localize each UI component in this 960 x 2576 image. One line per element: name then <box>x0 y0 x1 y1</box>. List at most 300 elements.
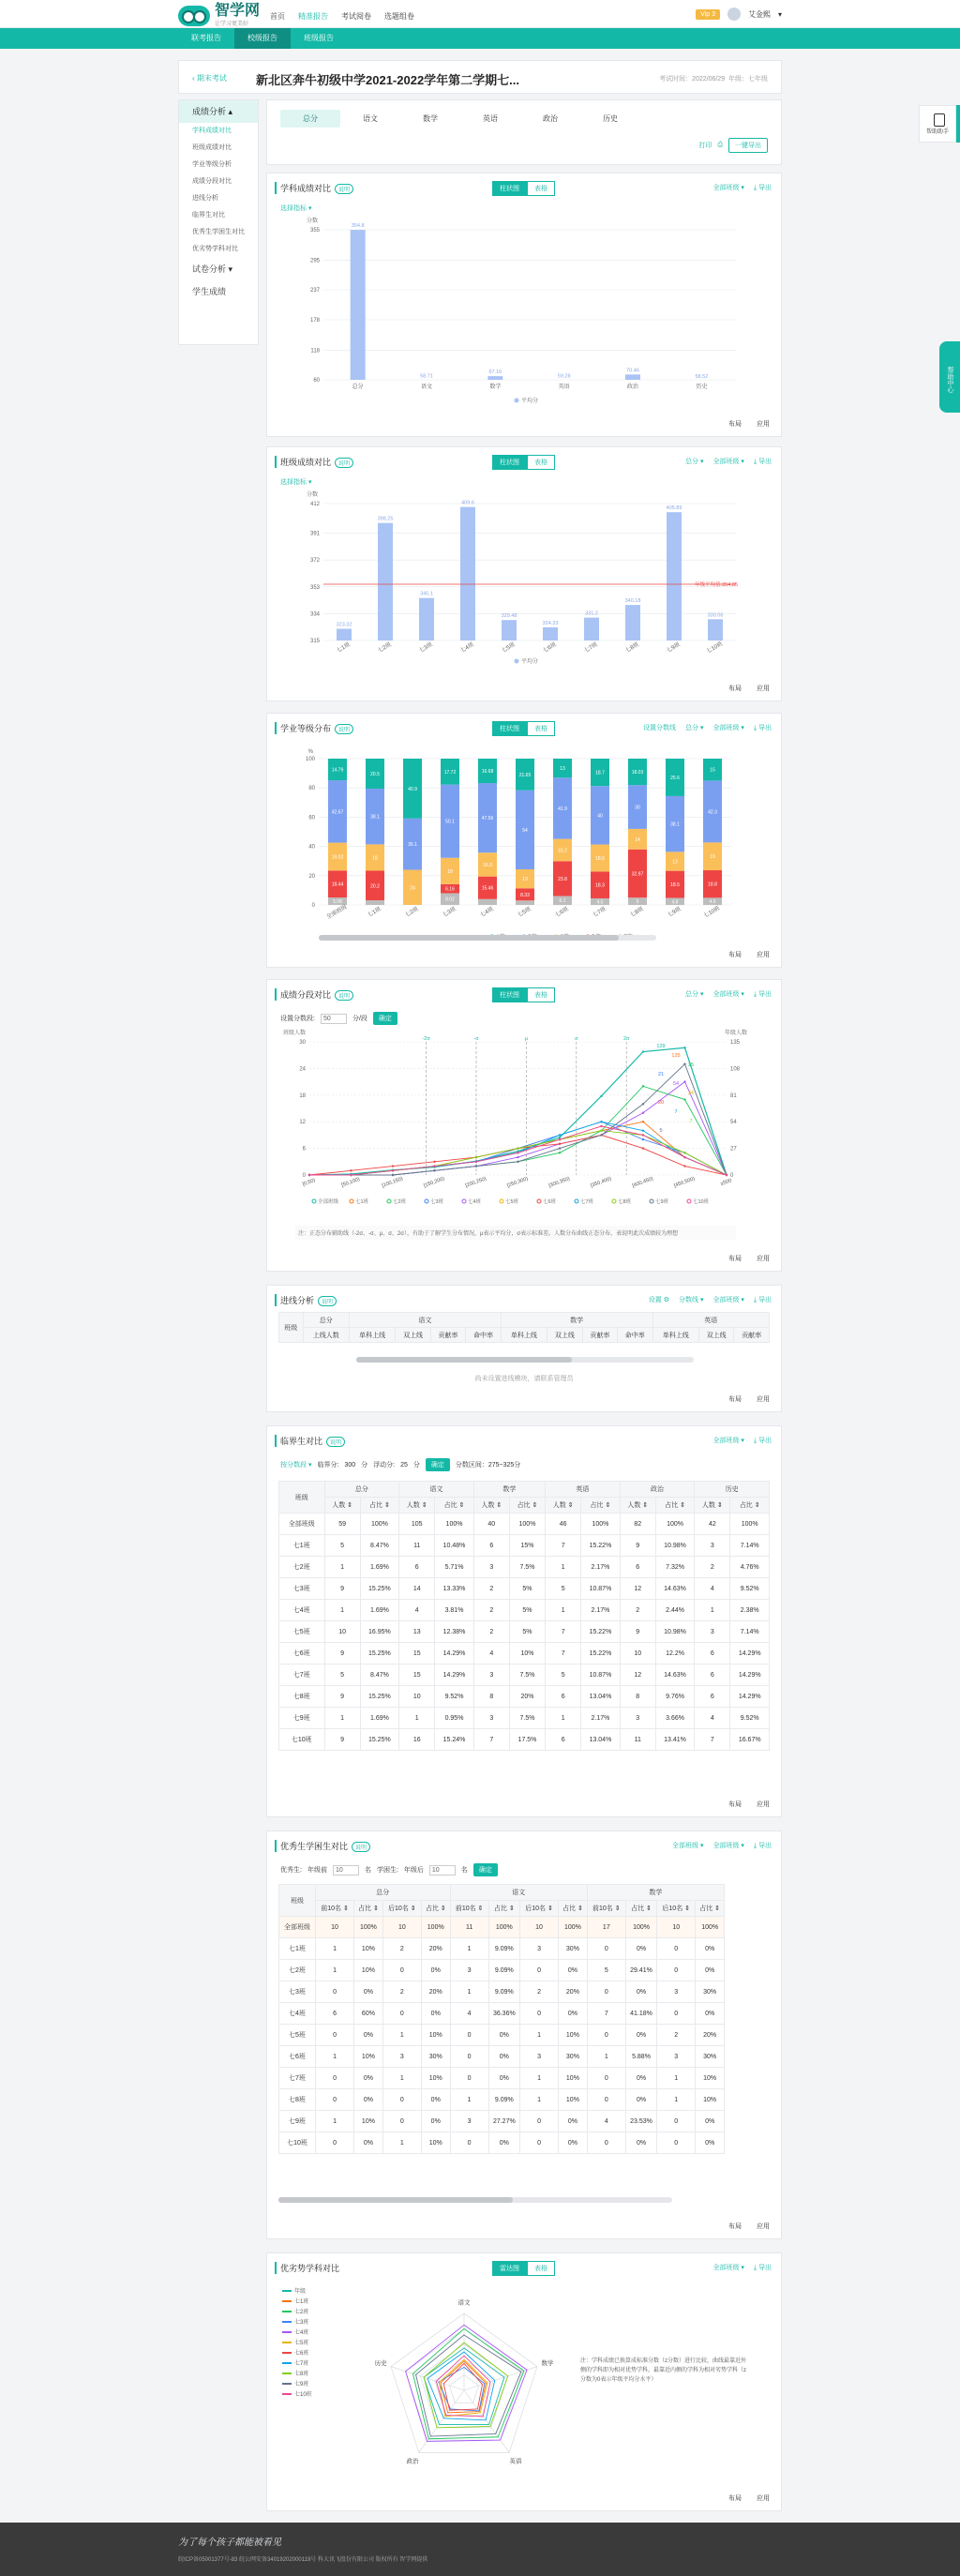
legend-marker <box>687 1199 691 1203</box>
table-row <box>279 2111 725 2132</box>
y-tick-label: 315 <box>309 639 320 644</box>
subject-select[interactable]: 总分 ▾ <box>685 725 704 731</box>
y-tick-label: 80 <box>308 786 315 792</box>
sidebar-item[interactable]: 优秀生学困生对比 <box>192 229 245 235</box>
legend-marker <box>282 2311 292 2312</box>
note-badge[interactable]: 说明 <box>352 1842 370 1852</box>
confirm-button[interactable]: 确定 <box>426 1458 450 1471</box>
table-cell: 5 <box>324 1535 360 1557</box>
tab-subject[interactable]: 数学 <box>423 114 438 123</box>
data-point <box>517 1161 518 1163</box>
note-badge[interactable]: 说明 <box>335 458 353 468</box>
tab-subject[interactable]: 政治 <box>543 114 558 123</box>
radar-view-button[interactable]: 雷达图 <box>492 2261 527 2276</box>
layout-button[interactable]: 布局 <box>728 2495 742 2502</box>
table-row <box>279 2132 725 2154</box>
data-point <box>433 1161 435 1163</box>
radar-axis-label: 英语 <box>509 2458 522 2465</box>
segment-data-label: 25.6 <box>670 775 680 781</box>
note-badge[interactable]: 说明 <box>335 724 353 734</box>
header-col[interactable]: 上线人数 <box>303 1328 349 1343</box>
header-col[interactable]: 人数 ⇕ <box>546 1498 581 1514</box>
segment-data-label: 18.44 <box>331 881 344 888</box>
header-col[interactable]: 占比 ⇕ <box>655 1498 694 1514</box>
table-scrollbar[interactable] <box>278 2197 672 2203</box>
x-tick-label: [450,500) <box>673 1176 697 1189</box>
table-cell: 7.5% <box>509 1557 545 1578</box>
help-assistant-button[interactable]: 帮助助手 <box>919 105 956 143</box>
setting-button[interactable] <box>649 1295 669 1304</box>
class-select-label: 全部班级 <box>712 2265 740 2271</box>
table-row <box>279 1578 770 1600</box>
legend-item[interactable] <box>282 2287 312 2297</box>
table-cell: 1 <box>546 1557 581 1578</box>
table-row <box>279 2046 725 2068</box>
print-button[interactable]: 打印 <box>698 143 712 149</box>
table-cell: 2 <box>695 1557 730 1578</box>
table-cell: 9 <box>324 1643 360 1665</box>
table-cell: 七8班 <box>279 2089 316 2111</box>
class-select[interactable]: 全部班级 ▾ <box>712 725 744 731</box>
header-col[interactable]: 前10名 ⇕ <box>587 1901 625 1917</box>
data-point <box>559 1147 561 1149</box>
export-button[interactable] <box>754 1841 772 1850</box>
subject-select[interactable]: 总分 ▾ <box>685 459 704 465</box>
header-col[interactable]: 单科上线 <box>349 1328 395 1343</box>
excellent-mode[interactable]: 年级前 <box>307 1867 327 1874</box>
legend-label: 七8班 <box>294 2372 309 2377</box>
section-actions <box>649 1295 772 1304</box>
header-col[interactable]: 双上线 <box>548 1328 582 1343</box>
sidebar-item[interactable]: 进线分析 <box>192 195 218 202</box>
critical-value[interactable]: 300 <box>344 1461 356 1469</box>
table-cell: 0% <box>559 2111 588 2132</box>
header-class: 班级 <box>279 1313 304 1343</box>
header-col[interactable]: 占比 ⇕ <box>360 1498 398 1514</box>
tab-subject[interactable]: 总分 <box>280 110 340 128</box>
download-icon: ⤓ <box>753 459 758 465</box>
table-cell: 2.38% <box>730 1600 770 1621</box>
scroll-thumb[interactable] <box>278 2197 513 2203</box>
excellent-poor-section <box>266 1830 782 2239</box>
table-cell: 6 <box>546 1729 581 1751</box>
x-tick-label: 政治 <box>626 384 639 390</box>
point-data-label: 7 <box>689 1119 693 1124</box>
header-col[interactable]: 贡献率 <box>430 1328 465 1343</box>
table-view-button[interactable]: 表格 <box>527 455 555 470</box>
data-point <box>350 1174 352 1176</box>
export-button[interactable] <box>754 1295 772 1304</box>
scroll-thumb[interactable] <box>319 935 619 941</box>
header-col[interactable]: 占比 ⇕ <box>421 1901 450 1917</box>
table-cell: 1 <box>382 2132 421 2154</box>
table-cell: 1 <box>546 1708 581 1729</box>
segment-data-label: 16.3 <box>483 862 492 868</box>
bar-data-label: 330.06 <box>707 612 724 619</box>
table-cell: 0 <box>315 1981 353 2003</box>
sidebar-item[interactable]: 优劣势学科对比 <box>192 246 238 252</box>
table-cell: 0% <box>696 2111 725 2132</box>
table-cell: 14.63% <box>655 1665 694 1686</box>
metric-select[interactable]: 选择指标 ▾ <box>280 479 312 486</box>
data-point <box>642 1050 644 1052</box>
header-col[interactable]: 单科上线 <box>501 1328 547 1343</box>
sigma-label: μ <box>524 1036 528 1042</box>
header-col[interactable]: 前10名 ⇕ <box>315 1901 353 1917</box>
layout-button[interactable]: 布局 <box>728 1801 742 1808</box>
legend-marker <box>462 1199 466 1203</box>
apply-button[interactable]: 应用 <box>757 2495 770 2502</box>
table-cell: 30% <box>421 2046 450 2068</box>
printer-icon[interactable]: ⎙ <box>717 142 723 148</box>
table-view-button[interactable]: 表格 <box>527 2261 555 2276</box>
layout-button[interactable]: 布局 <box>728 421 742 428</box>
menu-marking[interactable]: 考试阅卷 <box>341 12 371 21</box>
section-footer <box>728 419 770 429</box>
chart-scrollbar[interactable] <box>319 935 656 941</box>
legend-item[interactable] <box>282 2380 312 2390</box>
data-point <box>642 1134 644 1136</box>
class-select[interactable]: 全部班级 ▾ <box>712 459 744 465</box>
export-all-button[interactable]: 一键导出 <box>728 138 768 153</box>
data-point <box>600 1125 602 1127</box>
table-cell: 1 <box>450 2089 488 2111</box>
poor-unit: 名 <box>460 1867 468 1874</box>
layout-button[interactable]: 布局 <box>728 1256 742 1262</box>
header-group: 英语 <box>546 1482 621 1498</box>
header-col[interactable]: 占比 ⇕ <box>509 1498 545 1514</box>
table-cell: 30% <box>559 1938 588 1960</box>
header-class: 班级 <box>279 1482 325 1514</box>
table-row <box>279 2089 725 2111</box>
data-point <box>559 1134 561 1136</box>
export-button[interactable] <box>754 723 772 732</box>
bar-data-label: 59.28 <box>557 373 571 380</box>
mode-select[interactable]: 按分数段 ▾ <box>280 1462 312 1469</box>
bar <box>488 376 502 380</box>
legend-item[interactable] <box>282 2339 312 2349</box>
apply-button[interactable]: 应用 <box>757 1801 770 1808</box>
owl-logo-icon <box>178 6 210 26</box>
header-group: 英语 <box>652 1313 769 1328</box>
mode-select-label: 按分数段 <box>280 1462 307 1469</box>
legend-marker <box>282 2393 292 2395</box>
legend-label: 七2班 <box>393 1199 407 1205</box>
apply-button[interactable]: 应用 <box>757 2223 770 2230</box>
header-col[interactable]: 占比 ⇕ <box>488 1901 519 1917</box>
export-button[interactable] <box>754 2263 772 2272</box>
segment-data-label: 18.03 <box>631 770 644 776</box>
set-score-line[interactable]: 设置分数线 <box>643 725 676 731</box>
excellent-controls <box>280 1863 498 1876</box>
table-cell: 3 <box>695 1535 730 1557</box>
bar-view-button[interactable]: 柱状图 <box>492 181 527 196</box>
excellent-label: 优秀生: <box>280 1867 302 1874</box>
header-col[interactable]: 占比 ⇕ <box>730 1498 770 1514</box>
section-title <box>275 1294 337 1306</box>
table-view-button[interactable]: 表格 <box>527 987 555 1002</box>
data-point <box>475 1156 477 1158</box>
confirm-button[interactable]: 确定 <box>473 1863 498 1876</box>
table-cell: 0% <box>488 2068 519 2089</box>
section-title-text: 学科成绩对比 <box>280 184 332 193</box>
back-button[interactable] <box>192 73 227 83</box>
table-cell: 0 <box>519 1960 558 1981</box>
header-col[interactable]: 贡献率 <box>582 1328 617 1343</box>
header-col[interactable]: 前10名 ⇕ <box>450 1901 488 1917</box>
vip-badge[interactable]: Vip 3 <box>696 9 720 20</box>
user-name[interactable]: 艾金熙 <box>747 9 771 19</box>
menu-home[interactable]: 首页 <box>270 12 285 21</box>
legend-item[interactable] <box>282 2390 312 2401</box>
note-badge[interactable]: 说明 <box>326 1437 345 1447</box>
legend-item[interactable] <box>282 2297 312 2308</box>
menu-paper[interactable]: 选题组卷 <box>384 12 414 21</box>
header-col[interactable]: 后10名 ⇕ <box>657 1901 696 1917</box>
table-cell: 7.5% <box>509 1708 545 1729</box>
excellent-table <box>278 1884 725 2154</box>
line-select[interactable]: 分数线 ▾ <box>679 1297 704 1303</box>
header-col[interactable]: 占比 ⇕ <box>559 1901 588 1917</box>
legend-marker <box>500 1199 503 1203</box>
subnav-class[interactable]: 班级报告 <box>304 34 334 42</box>
header-col[interactable]: 后10名 ⇕ <box>382 1901 421 1917</box>
section-title-text: 班级成绩对比 <box>280 458 332 467</box>
class-select[interactable]: 全部班级 ▾ <box>712 2265 744 2271</box>
header-col[interactable]: 双上线 <box>698 1328 733 1343</box>
bar-data-label: 67.16 <box>488 369 502 376</box>
section-title-text: 学业等级分布 <box>280 724 332 733</box>
table-cell: 1 <box>315 2046 353 2068</box>
apply-button[interactable]: 应用 <box>757 421 770 428</box>
layout-button[interactable]: 布局 <box>728 952 742 958</box>
header-col[interactable]: 占比 ⇕ <box>625 1901 656 1917</box>
line-table <box>278 1312 770 1343</box>
chevron-down-icon: ▾ <box>228 264 233 274</box>
x-tick-label: 七2班 <box>377 641 393 655</box>
table-cell: 七5班 <box>279 1621 325 1643</box>
table-cell: 15% <box>509 1535 545 1557</box>
header-col[interactable]: 占比 ⇕ <box>696 1901 725 1917</box>
class-select[interactable]: 全部班级 ▾ <box>712 1297 744 1303</box>
table-cell: 15.25% <box>360 1643 398 1665</box>
data-point <box>517 1152 518 1153</box>
table-scrollbar[interactable] <box>356 1357 694 1363</box>
table-cell: 1 <box>450 1938 488 1960</box>
segment-data-label: 24 <box>410 885 415 892</box>
scroll-thumb[interactable] <box>356 1357 572 1363</box>
header-col[interactable]: 人数 ⇕ <box>695 1498 730 1514</box>
header-col[interactable]: 单科上线 <box>652 1328 698 1343</box>
header-col[interactable]: 人数 ⇕ <box>620 1498 655 1514</box>
header-col[interactable]: 贡献率 <box>734 1328 770 1343</box>
export-button[interactable] <box>754 457 772 466</box>
chevron-down-icon[interactable]: ▾ <box>777 9 782 19</box>
sidebar-item[interactable]: 成绩分段对比 <box>192 178 232 185</box>
legend-item[interactable] <box>282 2328 312 2339</box>
excellent-input[interactable]: 10 <box>333 1865 359 1876</box>
empty-message: 尚未设置进线模块，请联系管理员 <box>474 1376 574 1382</box>
header-col[interactable]: 命中率 <box>618 1328 652 1343</box>
logo[interactable] <box>178 4 260 27</box>
table-cell: 0% <box>696 2132 725 2154</box>
table-cell: 七6班 <box>279 1643 325 1665</box>
bar-data-label: 58.52 <box>695 373 709 380</box>
y-tick-label: 372 <box>309 558 320 565</box>
header-col[interactable]: 占比 ⇕ <box>354 1901 383 1917</box>
section-actions <box>712 1436 772 1445</box>
table-cell: 1 <box>315 1938 353 1960</box>
table-cell: 17 <box>587 1917 625 1938</box>
export-button[interactable] <box>754 183 772 192</box>
step-input[interactable]: 50 <box>321 1014 347 1024</box>
table-cell: 10% <box>559 2089 588 2111</box>
legend-item[interactable] <box>282 2308 312 2318</box>
table-cell: 13.33% <box>435 1578 473 1600</box>
table-cell: 20% <box>696 2025 725 2046</box>
class-select[interactable]: 全部班级 ▾ <box>712 1438 744 1444</box>
x-tick-label: 七8班 <box>629 906 645 919</box>
sidebar-item[interactable]: 班级成绩对比 <box>192 144 232 151</box>
export-button[interactable] <box>754 1436 772 1445</box>
bar-data-label: 323.32 <box>336 622 352 628</box>
header-group: 历史 <box>695 1482 770 1498</box>
table-cell: 10% <box>354 2111 383 2132</box>
confirm-button[interactable]: 确定 <box>373 1012 398 1025</box>
bar-data-label: 405.89 <box>666 505 682 512</box>
data-point <box>642 1085 644 1087</box>
table-cell: 10% <box>354 1960 383 1981</box>
subnav-school[interactable]: 校级报告 <box>234 28 291 49</box>
metric-select[interactable]: 选择指标 ▾ <box>280 205 312 212</box>
apply-button[interactable]: 应用 <box>757 1256 770 1262</box>
export-button[interactable] <box>754 989 772 999</box>
table-cell: 0 <box>315 2068 353 2089</box>
table-cell: 0 <box>519 2111 558 2132</box>
table-cell: 0 <box>450 2132 488 2154</box>
table-view-button[interactable]: 表格 <box>527 721 555 736</box>
section-title-text: 优秀生学困生对比 <box>280 1842 349 1851</box>
table-cell: 3 <box>519 2046 558 2068</box>
table-cell: 0% <box>354 2025 383 2046</box>
sidebar-group-paper[interactable] <box>179 258 258 280</box>
layout-button[interactable]: 布局 <box>728 685 742 692</box>
header-col[interactable]: 后10名 ⇕ <box>519 1901 558 1917</box>
table-cell: 3 <box>473 1708 509 1729</box>
subject-select[interactable]: 全部班级 ▾ <box>672 1843 704 1849</box>
feedback-button[interactable]: 帮助中心 <box>939 341 960 413</box>
table-cell: 3 <box>382 2046 421 2068</box>
x-tick-label: 七9班 <box>667 906 682 919</box>
table-view-button[interactable]: 表格 <box>527 181 555 196</box>
step-unit: 分/段 <box>352 1016 368 1022</box>
tab-subject[interactable]: 语文 <box>363 114 378 123</box>
note-badge[interactable]: 说明 <box>335 184 353 194</box>
table-cell: 10 <box>399 1686 435 1708</box>
data-point <box>683 1152 685 1153</box>
poor-label: 学困生: <box>376 1867 398 1874</box>
layout-button[interactable]: 布局 <box>728 1396 742 1403</box>
subject-bar-chart <box>267 215 783 412</box>
apply-button[interactable]: 应用 <box>757 952 770 958</box>
table-cell: 3 <box>450 2111 488 2132</box>
apply-button[interactable]: 应用 <box>757 685 770 692</box>
tab-subject[interactable]: 英语 <box>483 114 498 123</box>
class-select[interactable]: 全部班级 ▾ <box>712 185 744 191</box>
note-badge[interactable]: 说明 <box>335 990 353 1001</box>
segment-data-label: 42.3 <box>708 809 717 816</box>
float-value[interactable]: 25 <box>400 1461 408 1469</box>
layout-button[interactable]: 布局 <box>728 2223 742 2230</box>
menu-reports[interactable]: 精准报告 <box>298 12 328 21</box>
header-col[interactable]: 占比 ⇕ <box>581 1498 620 1514</box>
legend-item[interactable] <box>282 2370 312 2380</box>
critical-unit: 分 <box>361 1462 368 1469</box>
header-col[interactable]: 双上线 <box>396 1328 430 1343</box>
sidebar-item[interactable]: 临界生对比 <box>192 212 225 218</box>
legend-label: 七4班 <box>294 2330 309 2336</box>
table-cell: 5 <box>324 1665 360 1686</box>
header-col[interactable]: 占比 ⇕ <box>435 1498 473 1514</box>
bar-view-button[interactable]: 柱状图 <box>492 455 527 470</box>
header-col[interactable]: 人数 ⇕ <box>324 1498 360 1514</box>
sidebar-item[interactable]: 学科成绩对比 <box>192 128 232 134</box>
class-select[interactable]: 全部班级 ▾ <box>712 991 744 998</box>
exam-meta <box>659 74 768 83</box>
table-row <box>279 2068 725 2089</box>
segment-data-label: 20.2 <box>370 883 380 890</box>
data-point <box>308 1174 310 1176</box>
x-tick-label: 七3班 <box>418 641 434 655</box>
table-cell: 17.5% <box>509 1729 545 1751</box>
legend-item[interactable] <box>282 2318 312 2328</box>
subject-select-label: 全部班级 <box>672 1843 698 1849</box>
class-select[interactable]: 全部班级 ▾ <box>712 1843 744 1849</box>
range-text: 分数区间：275~325分 <box>455 1462 521 1469</box>
table-cell: 0 <box>382 2003 421 2025</box>
header-col[interactable]: 人数 ⇕ <box>399 1498 435 1514</box>
table-cell: 7 <box>473 1729 509 1751</box>
legend-item[interactable] <box>282 2349 312 2359</box>
data-point <box>683 1165 685 1167</box>
legend-marker <box>282 2362 292 2364</box>
apply-button[interactable]: 应用 <box>757 1396 770 1403</box>
table-cell: 3 <box>473 1665 509 1686</box>
poor-mode[interactable]: 年级后 <box>403 1867 424 1874</box>
header-group: 数学 <box>587 1885 724 1901</box>
header-col[interactable]: 命中率 <box>466 1328 501 1343</box>
table-cell: 1 <box>399 1708 435 1729</box>
top-menu <box>270 11 414 22</box>
sidebar-group-student[interactable]: 学生成绩 <box>192 287 227 296</box>
tab-subject[interactable]: 历史 <box>603 114 618 123</box>
logo-name: 智学网 <box>215 3 261 19</box>
subject-select[interactable]: 总分 ▾ <box>685 991 704 998</box>
poor-input[interactable]: 10 <box>429 1865 456 1876</box>
bar-data-label: 329.48 <box>501 613 518 620</box>
sigma-label: -σ <box>473 1036 479 1042</box>
header-col[interactable]: 人数 ⇕ <box>473 1498 509 1514</box>
data-point <box>559 1138 561 1140</box>
legend-item[interactable] <box>282 2359 312 2370</box>
bar-view-button[interactable]: 柱状图 <box>492 721 527 736</box>
sidebar-item[interactable]: 学业等级分析 <box>192 161 232 168</box>
avatar[interactable] <box>728 8 741 21</box>
subnav-joint[interactable]: 联考报告 <box>191 34 221 42</box>
sidebar-group-score[interactable] <box>179 100 258 123</box>
line-view-button[interactable]: 柱状图 <box>492 987 527 1002</box>
note-badge[interactable]: 说明 <box>318 1296 337 1306</box>
